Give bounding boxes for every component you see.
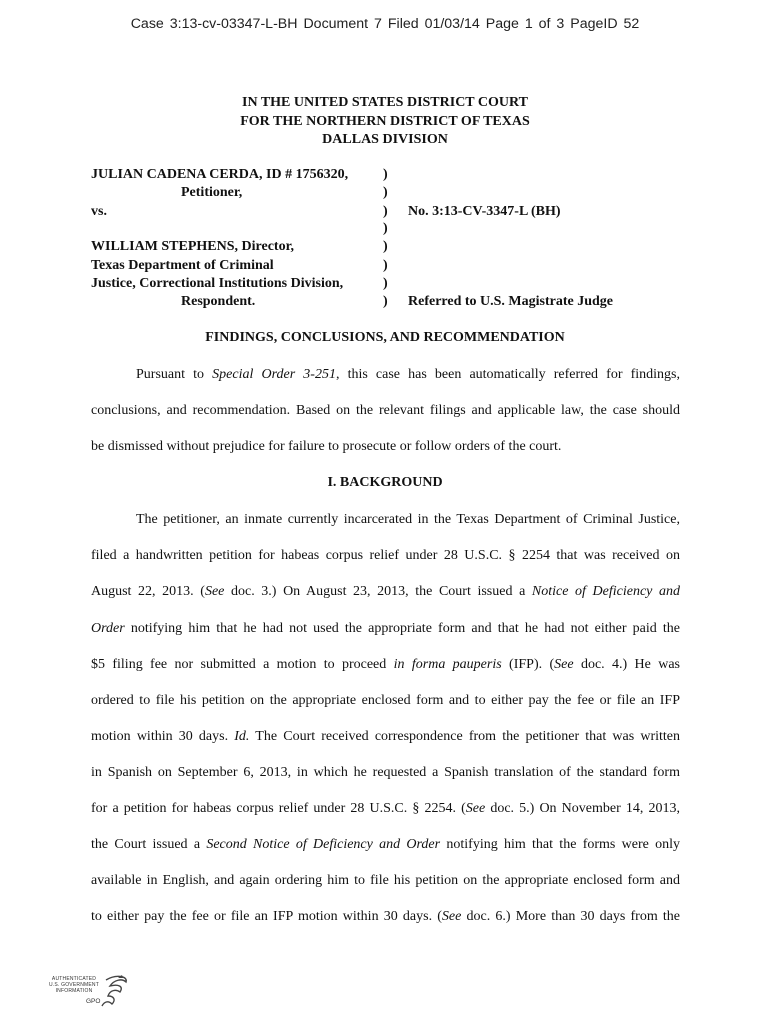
document-title: FINDINGS, CONCLUSIONS, AND RECOMMENDATION	[205, 330, 565, 345]
caption-paren: )	[383, 239, 388, 254]
versus: vs.	[91, 204, 107, 219]
respondent-name: WILLIAM STEPHENS, Director,	[91, 239, 295, 254]
referral-note: Referred to U.S. Magistrate Judge	[408, 294, 614, 309]
eagle-icon	[44, 972, 134, 1012]
gpo-authentication-seal	[44, 972, 134, 1012]
section-heading-background: I. BACKGROUND	[327, 475, 443, 490]
ecf-header: Case 3:13-cv-03347-L-BH Document 7 Filed 01/03/14 Page 1 of 3 PageID 52	[130, 16, 640, 32]
petitioner-name: JULIAN CADENA CERDA, ID # 1756320,	[91, 167, 349, 182]
court-heading	[0, 94, 770, 150]
court-line-1: IN THE UNITED STATES DISTRICT COURT	[242, 95, 528, 110]
caption-paren: )	[383, 204, 388, 219]
respondent-agency-2: Justice, Correctional Institutions Division,	[91, 276, 344, 291]
caption-paren: )	[383, 276, 388, 291]
petitioner-role: Petitioner,	[181, 185, 243, 200]
caption-paren: )	[383, 221, 388, 236]
court-line-2: FOR THE NORTHERN DISTRICT OF TEXAS	[240, 113, 530, 129]
background-line: Order notifying him that he had not used the appropriate form and that he had not either paid the	[91, 621, 680, 636]
case-number: No. 3:13-CV-3347-L (BH)	[408, 204, 561, 219]
background-line: for a petition for habeas corpus relief under 28 U.S.C. § 2254. (See doc. 5.) On November 14, 2013,	[91, 801, 680, 816]
intro-line: be dismissed without prejudice for failure to prosecute or follow orders of the court.	[91, 439, 562, 454]
background-line: August 22, 2013. (See doc. 3.) On August 23, 2013, the Court issued a Notice of Deficiency and	[91, 584, 680, 599]
background-line: filed a handwritten petition for habeas corpus relief under 28 U.S.C. § 2254 that was received on	[91, 548, 680, 563]
intro-line: Pursuant to Special Order 3-251, this case has been automatically referred for findings,	[136, 367, 680, 382]
respondent-role: Respondent.	[181, 294, 256, 309]
background-line: motion within 30 days. Id. The Court received correspondence from the petitioner that was written	[91, 729, 680, 744]
background-line: available in English, and again ordering him to file his petition on the appropriate enclosed form and	[91, 873, 680, 888]
respondent-agency-1: Texas Department of Criminal	[91, 258, 274, 273]
court-line-3: DALLAS DIVISION	[322, 132, 448, 147]
background-line: to either pay the fee or file an IFP motion within 30 days. (See doc. 6.) More than 30 days from the	[91, 909, 680, 924]
background-line: in Spanish on September 6, 2013, in which he requested a Spanish translation of the standard form	[91, 765, 680, 780]
background-line: the Court issued a Second Notice of Deficiency and Order notifying him that the forms were only	[91, 837, 680, 852]
intro-line: conclusions, and recommendation. Based on the relevant filings and applicable law, the case should	[91, 403, 680, 418]
caption-paren: )	[383, 185, 388, 200]
gpo-seal-text: AUTHENTICATED U.S. GOVERNMENT INFORMATION	[49, 976, 99, 994]
caption-paren: )	[383, 167, 388, 182]
gpo-mark: GPO	[86, 998, 101, 1005]
background-line: The petitioner, an inmate currently incarcerated in the Texas Department of Criminal Justice,	[136, 512, 680, 527]
background-line: $5 filing fee nor submitted a motion to proceed in forma pauperis (IFP). (See doc. 4.) He was	[91, 657, 680, 672]
background-line: ordered to file his petition on the appropriate enclosed form and to either pay the fee or file an IFP	[91, 693, 680, 708]
caption-paren: )	[383, 258, 388, 273]
caption-paren: )	[383, 294, 388, 309]
